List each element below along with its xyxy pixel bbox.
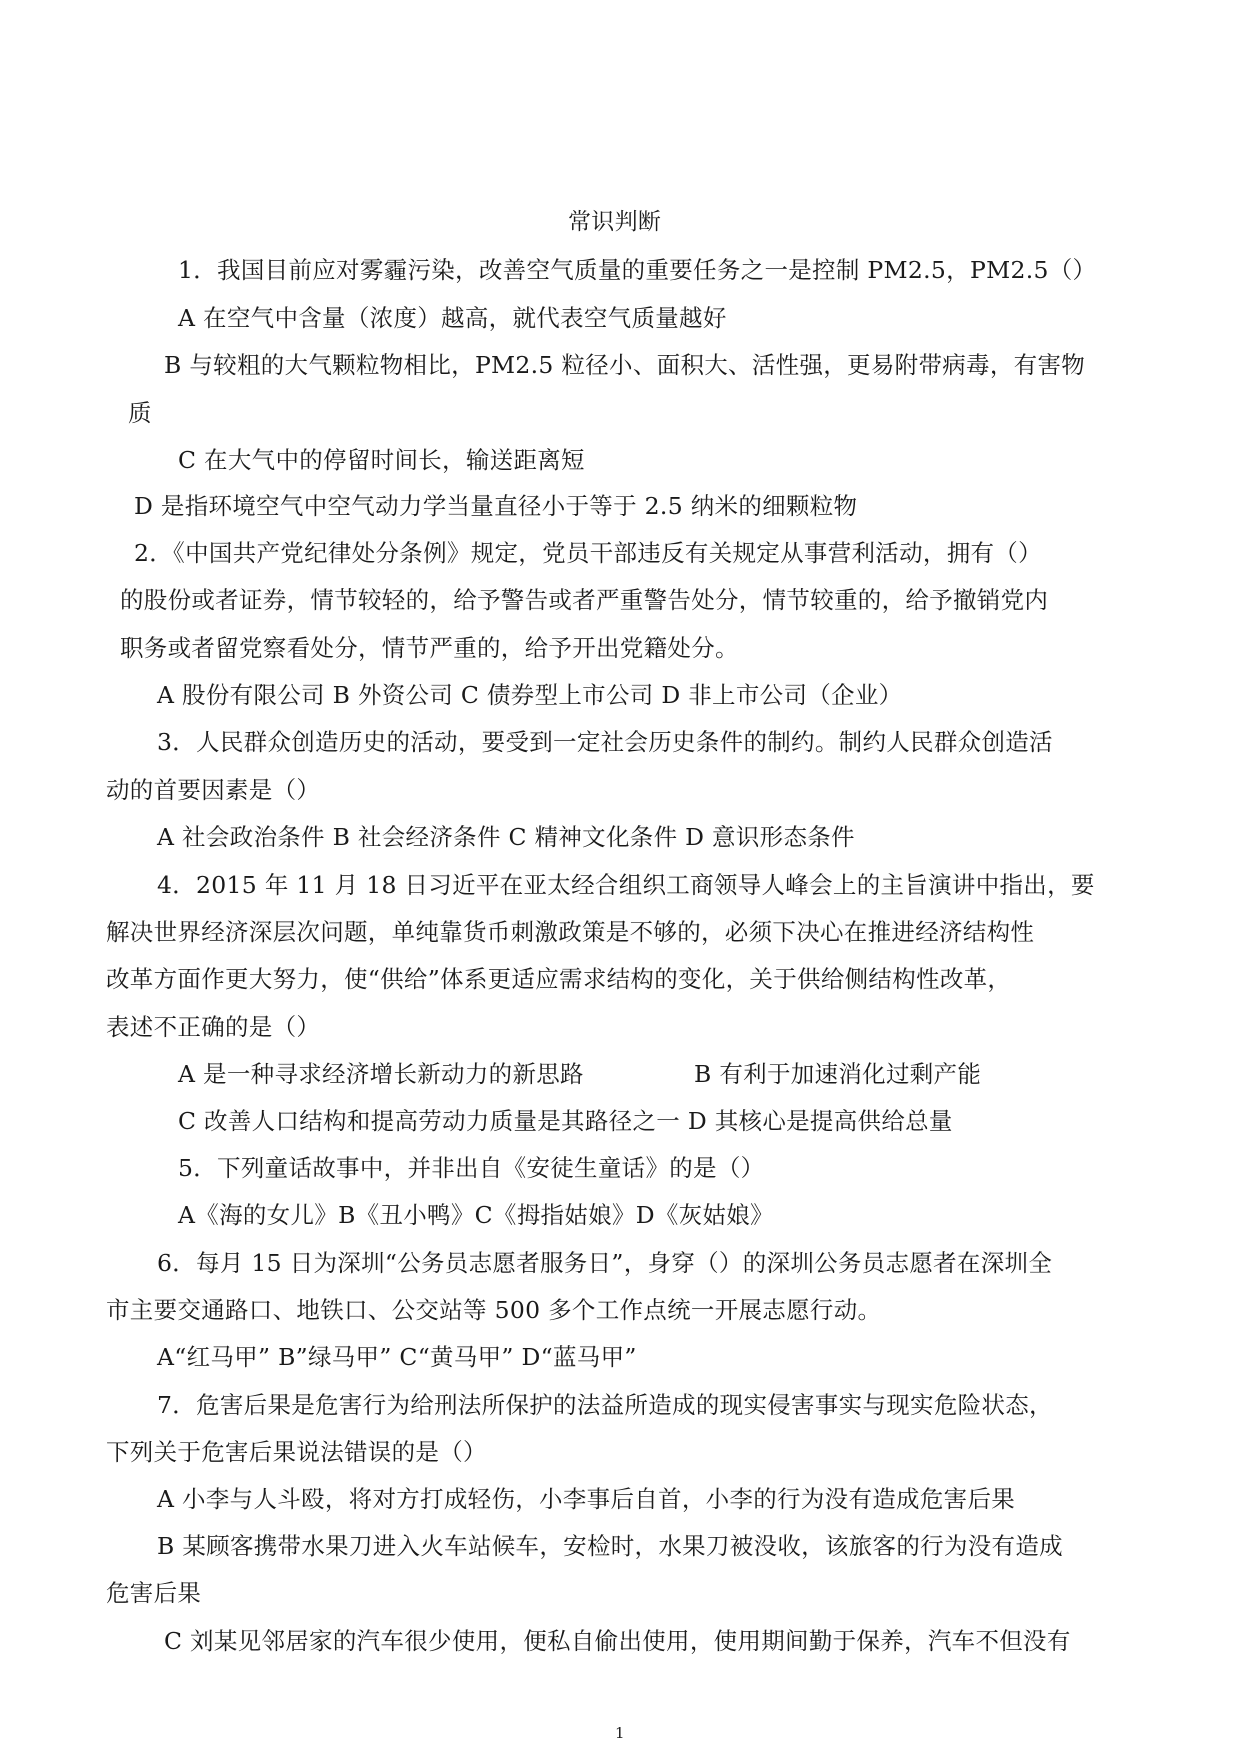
- question-4-stem-cont: 解决世界经济深层次问题，单纯靠货币刺激政策是不够的，必须下决心在推进经济结构性: [106, 918, 1035, 946]
- question-7-option-a: A 小李与人斗殴，将对方打成轻伤，小李事后自首，小李的行为没有造成危害后果: [157, 1485, 1016, 1513]
- question-3-stem-cont: 动的首要因素是（）: [106, 776, 321, 804]
- question-4-options-cd: C 改善人口结构和提高劳动力质量是其路径之一 D 其核心是提高供给总量: [178, 1107, 953, 1135]
- question-2-stem: 2．《中国共产党纪律处分条例》规定，党员干部违反有关规定从事营利活动，拥有（）: [134, 539, 1042, 567]
- question-2-stem-cont: 职务或者留党察看处分，情节严重的，给予开出党籍处分。: [120, 634, 739, 662]
- question-2-stem-cont: 的股份或者证券，情节较轻的，给予警告或者严重警告处分，情节较重的，给予撤销党内: [120, 586, 1049, 614]
- question-5-stem: 5．下列童话故事中，并非出自《安徒生童话》的是（）: [178, 1154, 765, 1182]
- question-7-stem-cont: 下列关于危害后果说法错误的是（）: [106, 1438, 487, 1466]
- question-2-options: A 股份有限公司 B 外资公司 C 债券型上市公司 D 非上市公司（企业）: [157, 681, 903, 709]
- question-1-stem: 1．我国目前应对雾霾污染，改善空气质量的重要任务之一是控制 PM2.5，PM2.5（）: [178, 256, 1097, 284]
- question-7-option-b: B 某顾客携带水果刀进入火车站候车，安检时，水果刀被没收，该旅客的行为没有造成: [157, 1532, 1063, 1560]
- question-6-stem-cont: 市主要交通路口、地铁口、公交站等 500 多个工作点统一开展志愿行动。: [106, 1296, 882, 1324]
- question-7-option-b-cont: 危害后果: [106, 1579, 202, 1607]
- question-4-stem: 4．2015 年 11 月 18 日习近平在亚太经合组织工商领导人峰会上的主旨演讲中指出，要: [157, 871, 1095, 899]
- question-4-stem-cont: 表述不正确的是（）: [106, 1013, 321, 1041]
- question-1-option-d: D 是指环境空气中空气动力学当量直径小于等于 2.5 纳米的细颗粒物: [134, 492, 858, 520]
- question-1-option-b: B 与较粗的大气颗粒物相比，PM2.5 粒径小、面积大、活性强，更易附带病毒，有害物: [164, 351, 1086, 379]
- question-7-stem: 7．危害后果是危害行为给刑法所保护的法益所造成的现实侵害事实与现实危险状态，: [157, 1391, 1053, 1419]
- question-4-option-a: A 是一种寻求经济增长新动力的新思路: [178, 1060, 584, 1088]
- question-1-option-c: C 在大气中的停留时间长，输送距离短: [178, 446, 585, 474]
- question-3-stem: 3．人民群众创造历史的活动，要受到一定社会历史条件的制约。制约人民群众创造活: [157, 728, 1053, 756]
- question-7-option-c: C 刘某见邻居家的汽车很少使用，便私自偷出使用，使用期间勤于保养，汽车不但没有: [164, 1627, 1071, 1655]
- page-number: 1: [615, 1724, 625, 1742]
- question-1-option-b-cont: 质: [128, 399, 152, 427]
- page-title: 常识判断: [568, 209, 662, 235]
- question-3-options: A 社会政治条件 B 社会经济条件 C 精神文化条件 D 意识形态条件: [157, 823, 855, 851]
- question-5-options: A《海的女儿》B《丑小鸭》C《拇指姑娘》D《灰姑娘》: [178, 1201, 774, 1229]
- question-1-option-a: A 在空气中含量（浓度）越高，就代表空气质量越好: [178, 304, 727, 332]
- question-6-stem: 6．每月 15 日为深圳“公务员志愿者服务日”，身穿（）的深圳公务员志愿者在深圳全: [157, 1249, 1053, 1277]
- question-6-options: A“红马甲” B”绿马甲” C“黄马甲” D“蓝马甲”: [157, 1343, 637, 1371]
- question-4-option-b: B 有利于加速消化过剩产能: [694, 1060, 982, 1088]
- question-4-stem-cont: 改革方面作更大努力，使“供给”体系更适应需求结构的变化，关于供给侧结构性改革，: [106, 965, 1012, 993]
